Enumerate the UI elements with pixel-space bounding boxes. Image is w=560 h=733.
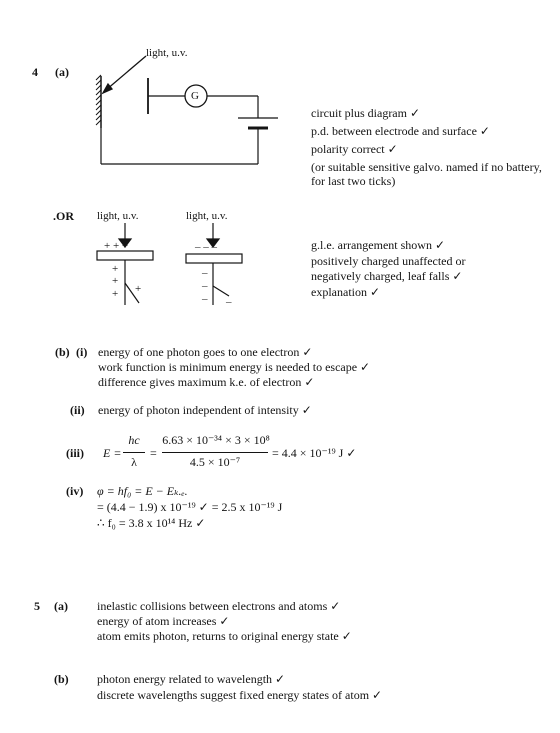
answer-line: energy of photon independent of intensity ✓ (98, 403, 312, 417)
negative-charge-signs: – – – (195, 241, 217, 253)
answer-line: energy of one photon goes to one electron ✓ (98, 345, 313, 359)
circuit-wires (101, 78, 258, 164)
marking-point: g.l.e. arrangement shown ✓ (311, 238, 446, 252)
fraction-hc: hc (128, 433, 140, 447)
fraction-lambda: λ (131, 455, 137, 469)
battery-cell (238, 118, 278, 128)
light-uv-label: light, u.v. (146, 47, 188, 59)
marking-point: p.d. between electrode and surface ✓ (311, 124, 490, 138)
electroscope-negative (186, 223, 242, 305)
electroscope-positive (97, 223, 153, 305)
equation-e-equals: E = (103, 446, 122, 460)
answer-line: discrete wavelengths suggest fixed energy states of atom ✓ (97, 688, 383, 702)
question-5-number: 5 (34, 599, 40, 613)
answer-line: atom emits photon, returns to original energy state ✓ (97, 629, 352, 643)
fraction-denominator: 4.5 × 10⁻⁷ (189, 455, 241, 469)
marking-point: polarity correct ✓ (311, 142, 398, 156)
answer-line: energy of atom increases ✓ (97, 614, 230, 628)
question-4a-label: (a) (55, 65, 69, 79)
svg-text:–: – (202, 293, 208, 305)
svg-text:–: – (202, 280, 208, 292)
question-4b-iv-label: (iv) (66, 484, 84, 498)
positive-charge-signs: + + + (104, 240, 129, 252)
light-uv-label-left: light, u.v. (97, 210, 139, 222)
question-4-number: 4 (32, 65, 38, 79)
marking-point: negatively charged, leaf falls ✓ (311, 269, 463, 283)
light-arrow (103, 56, 146, 93)
marking-point: positively charged unaffected or (311, 254, 466, 268)
svg-text:–: – (202, 267, 208, 279)
equation-result: = 4.4 × 10⁻¹⁹ J ✓ (272, 446, 357, 460)
marking-point: explanation ✓ (311, 285, 381, 299)
fraction-bar-1 (123, 452, 145, 453)
answer-line: = (4.4 − 1.9) x 10⁻¹⁹ ✓ = 2.5 x 10⁻¹⁹ J (97, 500, 283, 514)
answer-line: ∴ f₀ = 3.8 x 10¹⁴ Hz ✓ (97, 516, 206, 530)
marking-point: (or suitable sensitive galvo. named if no battery, (311, 160, 542, 174)
fraction-numerator: 6.63 × 10⁻³⁴ × 3 × 10⁸ (162, 433, 270, 447)
svg-text:–: – (226, 296, 232, 308)
answer-line: inelastic collisions between electrons and atoms ✓ (97, 599, 341, 613)
question-5a-label: (a) (54, 599, 68, 613)
question-4b-i-label: (i) (76, 345, 88, 359)
svg-text:+: + (112, 275, 119, 287)
stem-charges (112, 263, 232, 308)
metal-surface-hatching (96, 75, 101, 128)
marking-point: for last two ticks) (311, 174, 396, 188)
fraction-bar-2 (162, 452, 268, 453)
question-4b-iii-label: (iii) (66, 446, 84, 460)
answer-line: work function is minimum energy is needed to escape ✓ (98, 360, 371, 374)
question-4b-label: (b) (55, 345, 70, 359)
equation-equals: = (150, 446, 157, 460)
svg-text:+: + (112, 288, 119, 300)
answer-line: photon energy related to wavelength ✓ (97, 672, 286, 686)
or-label: .OR (53, 209, 74, 223)
galvanometer-label: G (191, 90, 199, 102)
answer-line: φ = hf₀ = E − Eₖ.ₑ. (97, 484, 188, 498)
marking-point: circuit plus diagram ✓ (311, 106, 421, 120)
answer-line: difference gives maximum k.e. of electron ✓ (98, 375, 315, 389)
svg-text:+: + (135, 283, 142, 295)
svg-text:+: + (112, 263, 119, 275)
question-5b-label: (b) (54, 672, 69, 686)
question-4b-ii-label: (ii) (70, 403, 85, 417)
light-uv-label-right: light, u.v. (186, 210, 228, 222)
